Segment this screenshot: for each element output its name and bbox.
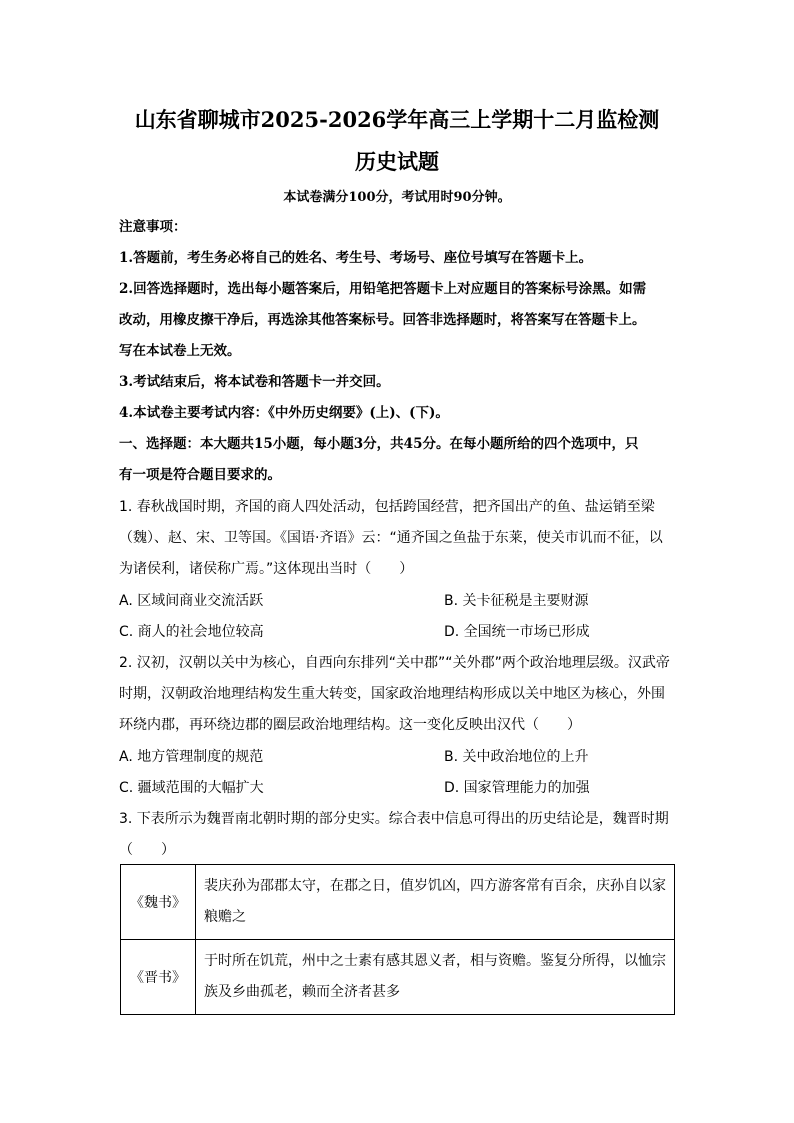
question-2-option-b: B. 关中政治地位的上升 xyxy=(444,749,589,765)
source-text-cell xyxy=(196,865,675,940)
note-item-2-line-3: 写在本试卷上无效。 xyxy=(119,343,241,359)
score-time-line: 本试卷满分100分，考试用时90分钟。 xyxy=(283,190,511,205)
exam-subject-title: 历史试题 xyxy=(355,149,439,174)
source-text-line: 于时所在饥荒，州中之士素有感其恩义者，相与资赡。鉴复分所得，以恤宗 xyxy=(204,953,666,969)
historical-sources-table xyxy=(120,864,675,1015)
source-book-cell: 《晋书》 xyxy=(121,940,196,1015)
question-2-line-3: 环绕内郡，再环绕边郡的圈层政治地理结构。这一变化反映出汉代（ ） xyxy=(119,717,581,733)
source-text-cell xyxy=(196,940,675,1015)
question-2-option-c: C. 疆域范围的大幅扩大 xyxy=(119,780,264,796)
question-1-option-d: D. 全国统一市场已形成 xyxy=(444,624,590,640)
section-1-instruction-line-2: 有一项是符合题目要求的。 xyxy=(119,467,281,483)
note-item-1: 1.答题前，考生务必将自己的姓名、考生号、考场号、座位号填写在答题卡上。 xyxy=(119,250,593,266)
question-2-option-a: A. 地方管理制度的规范 xyxy=(119,749,264,765)
note-item-2-line-2: 改动，用橡皮擦干净后，再选涂其他答案标号。回答非选择题时，将答案写在答题卡上。 xyxy=(119,312,646,328)
source-book-cell: 《魏书》 xyxy=(121,865,196,940)
question-3-line-1: 3. 下表所示为魏晋南北朝时期的部分史实。综合表中信息可得出的历史结论是，魏晋时期 xyxy=(119,811,669,827)
note-item-4: 4.本试卷主要考试内容：《中外历史纲要》(上)、(下)。 xyxy=(119,405,449,421)
question-2-option-d: D. 国家管理能力的加强 xyxy=(444,780,590,796)
source-text-line: 粮赡之 xyxy=(204,909,246,925)
question-2-line-1: 2. 汉初，汉朝以关中为核心，自西向东排列“关中郡”“关外郡”两个政治地理层级。汉武帝 xyxy=(119,655,670,671)
question-1-option-b: B. 关卡征税是主要财源 xyxy=(444,593,589,609)
question-3-line-2: （ ） xyxy=(119,842,175,858)
exam-title: 山东省聊城市2025-2026学年高三上学期十二月监检测 xyxy=(134,107,660,132)
notes-heading: 注意事项： xyxy=(119,219,187,235)
table-row xyxy=(121,865,675,940)
source-text-line: 族及乡曲孤老，赖而全济者甚多 xyxy=(204,984,400,1000)
question-1-line-3: 为诸侯利，诸侯称广焉。”这体现出当时（ ） xyxy=(119,561,414,577)
question-1-option-c: C. 商人的社会地位较高 xyxy=(119,624,264,640)
question-1-line-1: 1. 春秋战国时期，齐国的商人四处活动，包括跨国经营，把齐国出产的鱼、盐运销至梁 xyxy=(119,499,655,515)
question-1-line-2: （魏）、赵、宋、卫等国。《国语·齐语》云：“通齐国之鱼盐于东莱，使关市讥而不征，以 xyxy=(119,530,663,546)
note-item-3: 3.考试结束后，将本试卷和答题卡一并交回。 xyxy=(119,374,390,390)
question-1-option-a: A. 区域间商业交流活跃 xyxy=(119,593,264,609)
section-1-instruction-line-1: 一、选择题：本大题共15小题，每小题3分，共45分。在每小题所给的四个选项中，只 xyxy=(119,436,639,452)
source-text-line: 裴庆孙为邵郡太守，在郡之日，值岁饥凶，四方游客常有百余，庆孙自以家 xyxy=(204,878,666,894)
table-row xyxy=(121,940,675,1015)
question-2-line-2: 时期，汉朝政治地理结构发生重大转变，国家政治地理结构形成以关中地区为核心，外围 xyxy=(119,686,665,702)
note-item-2-line-1: 2.回答选择题时，选出每小题答案后，用铅笔把答题卡上对应题目的答案标号涂黑。如需 xyxy=(119,281,647,297)
